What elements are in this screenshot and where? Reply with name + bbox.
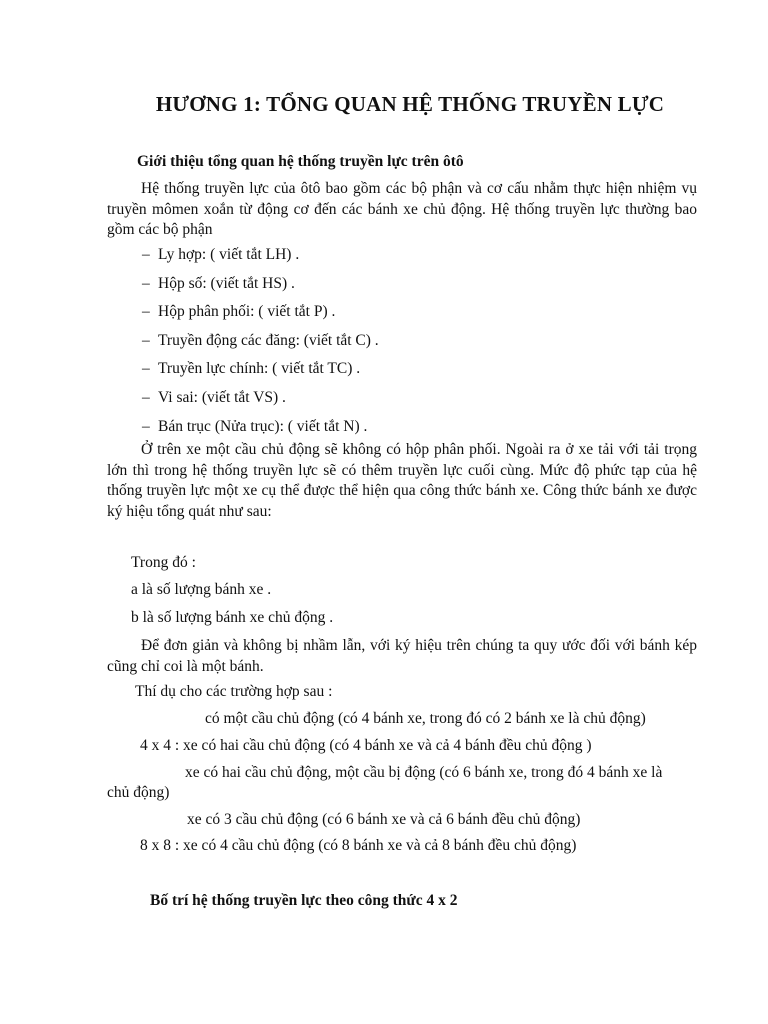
formula-paragraph: Ở trên xe một cầu chủ động sẽ không có hộp phân phối. Ngoài ra ở xe tải với tải trọng lớn thì trong hệ thống truyền lực sẽ có thêm truyền lực cuối cùng. Mức độ phức tạp của hệ thống truyền lực một xe cụ thể được thể hiện qua công thức bánh xe. Công thức bánh xe được ký hiệu tổng quát như sau:: [107, 441, 697, 520]
list-item: – Hộp số: (viết tắt HS) .: [142, 274, 295, 292]
example-line: có một cầu chủ động (có 4 bánh xe, trong đó có 2 bánh xe là chủ động): [205, 710, 646, 727]
example-line: chủ động): [107, 784, 170, 801]
list-item: – Bán trục (Nửa trục): ( viết tắt N) .: [142, 417, 368, 435]
intro-paragraph: Hệ thống truyền lực của ôtô bao gồm các bộ phận và cơ cấu nhằm thực hiện nhiệm vụ truyền mômen xoắn từ động cơ đến các bánh xe chủ động. Hệ thống truyền lực thường bao gồm các bộ phận: [107, 180, 697, 238]
definition-b: b là số lượng bánh xe chủ động .: [131, 609, 334, 626]
example-line: xe có 3 cầu chủ động (có 6 bánh xe và cả 6 bánh đều chủ động): [187, 811, 581, 828]
definition-a: a là số lượng bánh xe .: [131, 581, 272, 598]
section-heading-layout: Bố trí hệ thống truyền lực theo công thức 4 x 2: [150, 892, 458, 909]
example-line: 8 x 8 : xe có 4 cầu chủ động (có 8 bánh xe và cả 8 bánh đều chủ động): [140, 837, 577, 854]
list-item: – Hộp phân phối: ( viết tắt P) .: [142, 303, 336, 321]
list-item: – Vi sai: (viết tắt VS) .: [142, 388, 286, 406]
example-line: 4 x 4 : xe có hai cầu chủ động (có 4 bánh xe và cả 4 bánh đều chủ động ): [140, 737, 592, 754]
component-list: [142, 246, 379, 446]
list-item: – Truyền động các đăng: (viết tắt C) .: [142, 331, 379, 349]
example-line: xe có hai cầu chủ động, một cầu bị động (có 6 bánh xe, trong đó 4 bánh xe là: [185, 764, 663, 781]
where-label: Trong đó :: [131, 554, 196, 571]
chapter-title: HƯƠNG 1: TỔNG QUAN HỆ THỐNG TRUYỀN LỰC: [155, 92, 665, 116]
list-item: – Truyền lực chính: ( viết tắt TC) .: [142, 360, 361, 378]
list-item: – Ly hợp: ( viết tắt LH) .: [142, 246, 300, 263]
convention-paragraph: Để đơn giản và không bị nhầm lẫn, với ký hiệu trên chúng ta quy ước đối với bánh kép cũng chỉ coi là một bánh.: [107, 637, 697, 675]
section-heading-intro: Giới thiệu tổng quan hệ thống truyền lực trên ôtô: [137, 153, 464, 170]
examples-label: Thí dụ cho các trường hợp sau :: [135, 683, 333, 700]
